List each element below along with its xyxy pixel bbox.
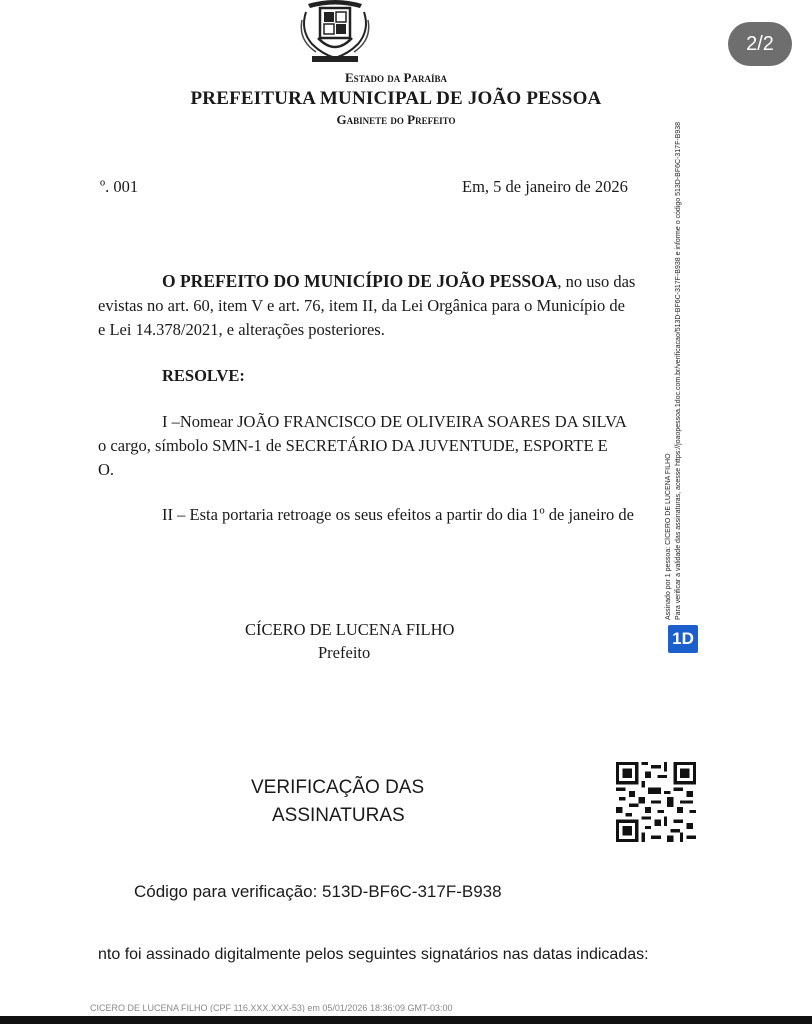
qr-code-icon [616,762,696,842]
screen-bottom-bar [0,1016,812,1024]
side-stamp-line-1: Assinado por 1 pessoa: CÍCERO DE LUCENA FILHO [665,453,672,620]
header-state: Estado da Paraíba [345,70,447,85]
digital-signature-side-stamp [664,80,700,620]
document-number: º. 001 [100,177,139,196]
page-counter-badge: 2/2 [728,22,792,66]
header-city-hall: PREFEITURA MUNICIPAL DE JOÃO PESSOA [190,88,602,109]
paragraph-1-line-3: e Lei 14.378/2021, e alterações posteriores. [98,320,385,339]
signatory-entry-cut-off: CÍCERO DE LUCENA FILHO (CPF 116.XXX.XXX-53) em 05/01/2026 18:36:09 GMT-03:00 [90,1004,453,1012]
item-1-line-1: I –Nomear JOÃO FRANCISCO DE OLIVEIRA SOARES DA SILVA [162,412,627,431]
verification-title-line-1: VERIFICAÇÃO DAS [251,777,425,798]
city-coat-of-arms-icon [298,0,372,64]
signer-name: CÍCERO DE LUCENA FILHO [245,620,455,639]
item-1-line-3: O. [98,460,115,479]
paragraph-1-line-1 [162,271,635,292]
side-stamp-line-2: Para verificar a validade das assinaturas, acesse https://joaopessoa.1doc.com.br/verificacao/513D-BF6C-317F-B938 e informe o código 513D-BF6C-317F-B938 [675,121,682,620]
resolve-heading: RESOLVE: [162,366,245,385]
verification-code: Código para verificação: 513D-BF6C-317F-B938 [134,882,502,901]
verification-title-line-2: ASSINATURAS [272,805,405,826]
mayor-heading: O PREFEITO DO MUNICÍPIO DE JOÃO PESSOA [162,271,558,291]
document-date: Em, 5 de janeiro de 2026 [462,177,628,196]
signed-statement: nto foi assinado digitalmente pelos seguintes signatários nas datas indicadas: [98,946,649,963]
paragraph-1-tail: , no uso das [557,272,636,291]
signer-title: Prefeito [318,643,371,662]
item-2-line-1: II – Esta portaria retroage os seus efeitos a partir do dia 1º de janeiro de [162,505,634,524]
1doc-logo-icon: 1D [668,625,698,653]
paragraph-1-line-2: evistas no art. 60, item V e art. 76, item II, da Lei Orgânica para o Município de [98,296,625,315]
header-office: Gabinete do Prefeito [336,112,456,127]
item-1-line-2: o cargo, símbolo SMN-1 de SECRETÁRIO DA JUVENTUDE, ESPORTE E [98,436,608,455]
